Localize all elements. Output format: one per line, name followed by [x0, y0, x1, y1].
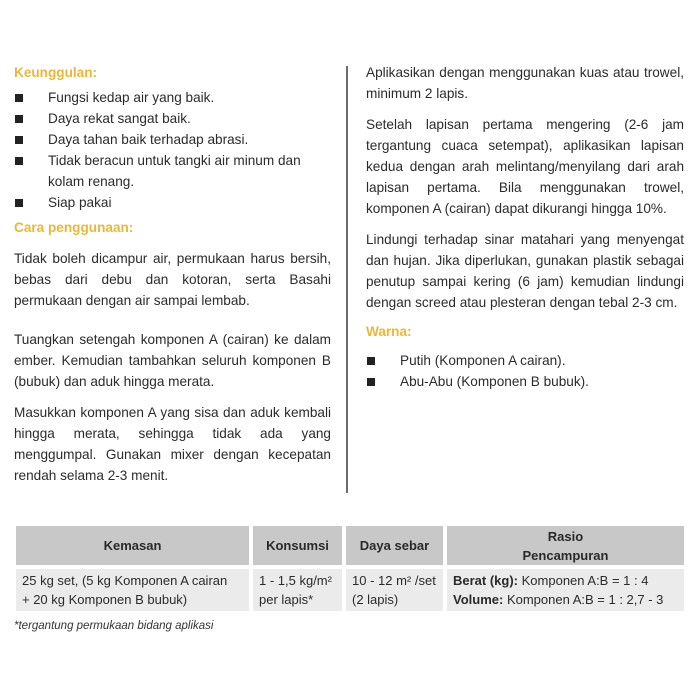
- list-item: Fungsi kedap air yang baik.: [14, 87, 331, 108]
- right-column: [366, 62, 684, 392]
- usage-heading: Cara penggunaan:: [14, 220, 134, 235]
- cell-rasio: Berat (kg): Komponen A:B = 1 : 4 Volume: Komponen A:B = 1 : 2,7 - 3: [447, 569, 684, 611]
- square-bullet-icon: [15, 136, 23, 144]
- advantages-heading: Keunggulan:: [14, 65, 98, 80]
- application-paragraph-2: Setelah lapisan pertama mengering (2-6 jam tergantung cuaca setempat), aplikasikan lapisan kedua dengan arah melintang/menyilang dari arah lapisan pertama. Bila menggunakan trowel, komponen A (cairan) dapat dikurangi hingga 10%.: [366, 117, 684, 216]
- cell-konsumsi: 1 - 1,5 kg/m² per lapis*: [253, 569, 342, 611]
- list-item: Siap pakai: [14, 192, 331, 213]
- volume-label: Volume:: [453, 592, 504, 607]
- square-bullet-icon: [367, 378, 375, 386]
- square-bullet-icon: [15, 199, 23, 207]
- square-bullet-icon: [15, 157, 23, 165]
- header-rasio-pencampuran: Rasio Pencampuran: [447, 526, 684, 565]
- usage-paragraph-2: Tuangkan setengah komponen A (cairan) ke dalam ember. Kemudian tambahkan seluruh komponen B (bubuk) dan aduk hingga merata.: [14, 332, 331, 389]
- application-paragraph-1: Aplikasikan dengan menggunakan kuas atau trowel, minimum 2 lapis.: [366, 65, 684, 101]
- list-item: Daya rekat sangat baik.: [14, 108, 331, 129]
- square-bullet-icon: [15, 115, 23, 123]
- table-row: [16, 569, 684, 611]
- colors-heading: Warna:: [366, 324, 412, 339]
- advantages-list: [14, 87, 331, 213]
- header-konsumsi: Konsumsi: [253, 526, 342, 565]
- cell-kemasan: 25 kg set, (5 kg Komponen A cairan + 20 kg Komponen B bubuk): [16, 569, 249, 611]
- usage-paragraph-1: Tidak boleh dicampur air, permukaan harus bersih, bebas dari debu dan kotoran, serta Basahi permukaan dengan air sampai lembab.: [14, 251, 331, 308]
- cell-daya-sebar: 10 - 12 m² /set (2 lapis): [346, 569, 443, 611]
- colors-list: [366, 350, 684, 392]
- application-paragraph-3: Lindungi terhadap sinar matahari yang menyengat dan hujan. Jika diperlukan, gunakan plastik sebagai penutup sampai kering (6 jam) kemudian lindungi dengan screed atau plesteran dengan tebal 2-3 cm.: [366, 232, 684, 310]
- weight-label: Berat (kg):: [453, 573, 519, 588]
- usage-paragraph-3: Masukkan komponen A yang sisa dan aduk kembali hingga merata, sehingga tidak ada yang menggumpal. Gunakan mixer dengan kecepatan rendah selama 2-3 menit.: [14, 405, 331, 483]
- list-item: Putih (Komponen A cairan).: [366, 350, 684, 371]
- column-divider: [346, 66, 348, 493]
- list-item: Tidak beracun untuk tangki air minum dan kolam renang.: [14, 150, 331, 192]
- footnote: *tergantung permukaan bidang aplikasi: [14, 620, 214, 632]
- square-bullet-icon: [15, 94, 23, 102]
- list-item: Daya tahan baik terhadap abrasi.: [14, 129, 331, 150]
- header-kemasan: Kemasan: [16, 526, 249, 565]
- list-item: Abu-Abu (Komponen B bubuk).: [366, 371, 684, 392]
- left-column: [14, 62, 331, 486]
- table-header-row: [16, 526, 684, 565]
- spec-table: [12, 522, 688, 615]
- header-daya-sebar: Daya sebar: [346, 526, 443, 565]
- square-bullet-icon: [367, 357, 375, 365]
